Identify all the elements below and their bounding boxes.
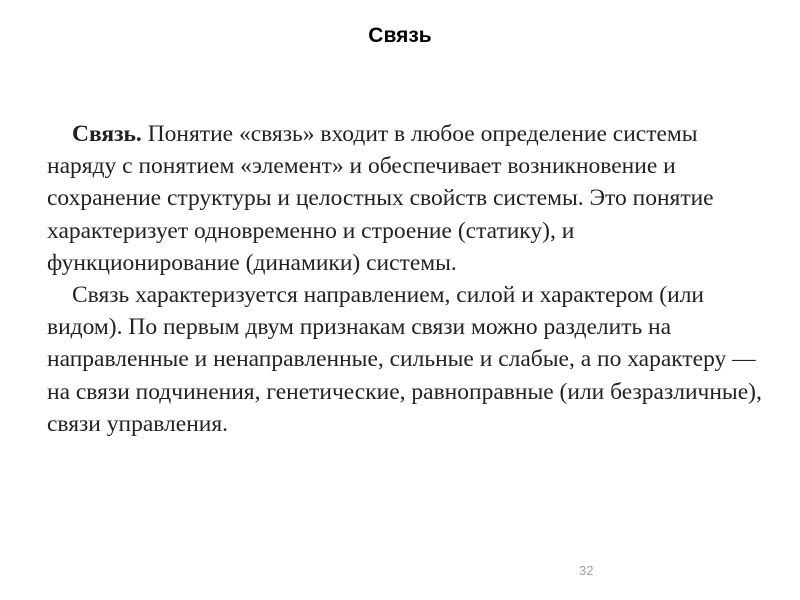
paragraph-definition-text: Понятие «связь» входит в любое определение системы наряду с понятием «элемент» и обеспечивает возникновение и сохранение структуры и целостных свойств системы. Это понятие характеризует одновременно и строение (статику), и функционирование (динамики) системы. — [47, 121, 714, 276]
paragraph-characteristics-text: Связь характеризуется направлением, силой и характером (или видом). По первым двум признакам связи можно разделить на направленные и ненаправленные, сильные и слабые, а по характеру — на связи подчинения, генетические, равноправные (или безразличные), связи управления. — [47, 282, 762, 437]
paragraph-definition — [47, 118, 767, 279]
paragraph-lead-term: Связь. — [72, 121, 142, 147]
page-number: 32 — [579, 563, 594, 578]
slide-title: Связь — [368, 24, 432, 47]
paragraph-characteristics — [47, 279, 767, 440]
slide-body — [47, 118, 767, 440]
